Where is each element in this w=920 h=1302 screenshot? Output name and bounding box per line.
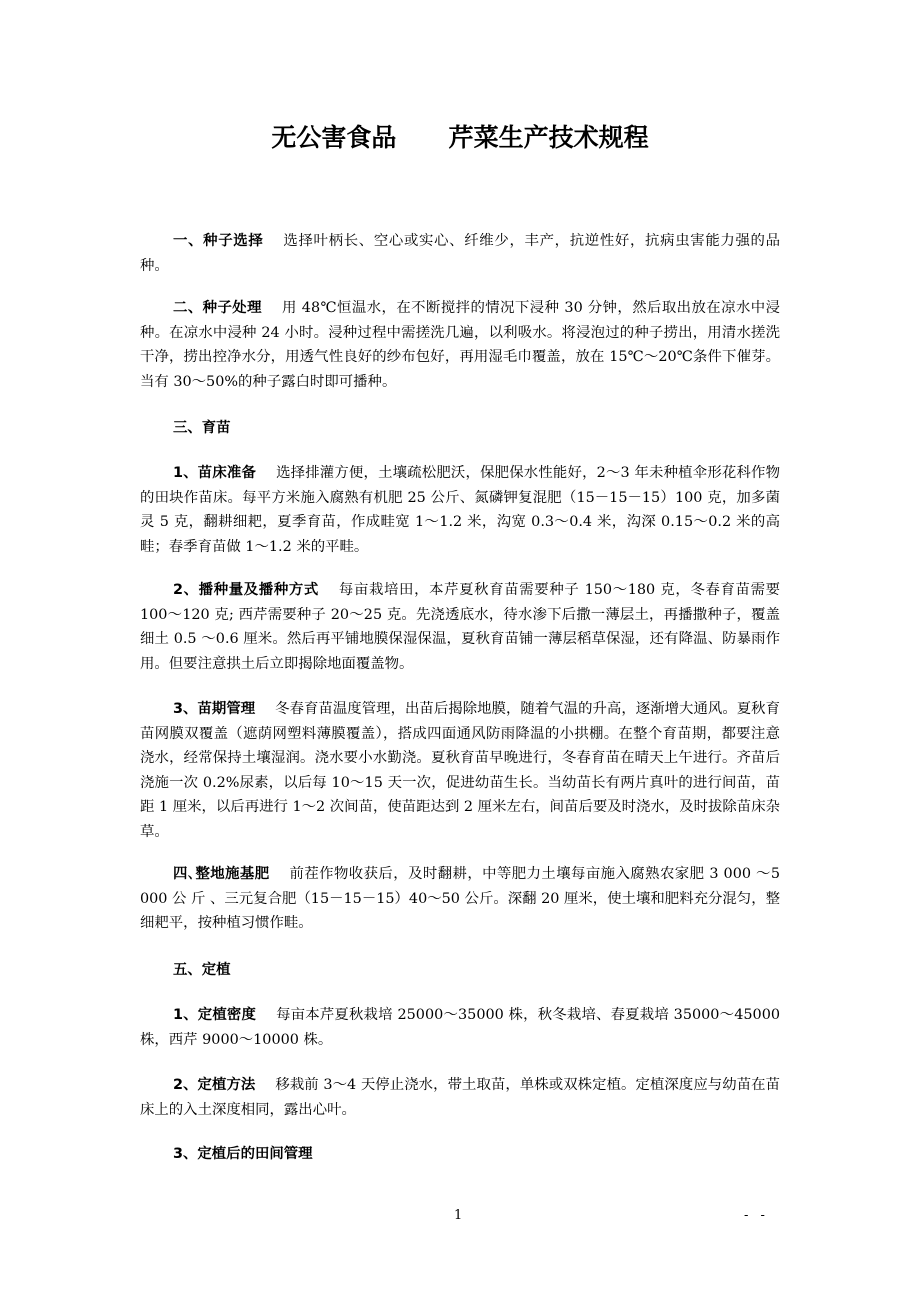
subsection-heading: 1、定植密度 (173, 1007, 257, 1023)
subsection-heading: 2、播种量及播种方式 (173, 582, 319, 598)
section-heading: 一、种子选择 (173, 233, 264, 249)
subsection-heading: 3、苗期管理 (173, 701, 256, 717)
subsection-planting-method (140, 1073, 780, 1122)
page-number: 1 (454, 1208, 463, 1223)
section-land-preparation (140, 862, 780, 936)
footer-mark: - - (744, 1208, 769, 1223)
page-title: 无公害食品 芹菜生产技术规程 (271, 123, 649, 152)
section-body: 选择叶柄长、空心或实心、纤维少，丰产，抗逆性好，抗病虫害能力强的品种。 (140, 233, 780, 274)
subsection-heading: 2、定植方法 (173, 1077, 256, 1093)
subsection-body: 选择排灌方便，土壤疏松肥沃，保肥保水性能好，2～3 年未种植伞形花科作物的田块作苗床。每平方米施入腐熟有机肥 25 公斤、氮磷钾复混肥（15－15－15）100 克，加多菌灵 5 克，翻耕细耙，夏季育苗，作成畦宽 1～1.2 米，沟宽 0.3～0.4 米，沟深 0.15～0.2 米的高畦；春季育苗做 1～1.2 米的平畦。 (140, 465, 781, 555)
subsection-planting-density (140, 1003, 780, 1052)
subsection-body: 每亩本芹夏秋栽培 25000～35000 株，秋冬栽培、春夏栽培 35000～45000 株，西芹 9000～10000 株。 (140, 1007, 780, 1048)
subsection-body: 移栽前 3～4 天停止浇水，带土取苗，单株或双株定植。定植深度应与幼苗在苗床上的入土深度相同，露出心叶。 (140, 1077, 780, 1118)
subsection-sowing-rate (140, 578, 780, 676)
subsection-body: 冬春育苗温度管理，出苗后揭除地膜，随着气温的升高，逐渐增大通风。夏秋育苗网膜双覆盖（遮荫网塑料薄膜覆盖），搭成四面通风防雨降温的小拱棚。在整个育苗期，都要注意浇水，经常保持土壤湿润。浇水要小水勤浇。夏秋育苗早晚进行，冬春育苗在晴天上午进行。齐苗后浇施一次 0.2%尿素，以后每 10～15 天一次，促进幼苗生长。当幼苗长有两片真叶的进行间苗，苗距 1 厘米，以后再进行 1～2 次间苗，使苗距达到 2 厘米左右，间苗后要及时浇水，及时拔除苗床杂草。 (140, 701, 780, 840)
section-heading: 二、种子处理 (173, 300, 262, 316)
subsection-heading: 1、苗床准备 (173, 465, 257, 481)
section-seed-treatment (140, 296, 780, 394)
subsection-seedling-management (140, 697, 780, 845)
section-body: 用 48℃恒温水，在不断搅拌的情况下浸种 30 分钟，然后取出放在凉水中浸种。在凉水中浸种 24 小时。浸种过程中需搓洗几遍，以利吸水。将浸泡过的种子捞出，用清水搓洗干净，捞出控净水分，用透气性良好的纱布包好，再用湿毛巾覆盖，放在 15℃～20℃条件下催芽。当有 30～50%的种子露白时即可播种。 (140, 300, 780, 390)
subsection-body: 每亩栽培田，本芹夏秋育苗需要种子 150～180 克，冬春育苗需要 100～120 克; 西芹需要种子 20～25 克。先浇透底水，待水渗下后撒一薄层土，再播撒种子，覆盖细土 0.5 ～0.6 厘米。然后再平铺地膜保湿保温，夏秋育苗铺一薄层稻草保湿，还有降温、防暴雨作用。但要注意拱土后立即揭除地面覆盖物。 (140, 582, 781, 672)
subsection-seedbed-preparation (140, 461, 780, 559)
section-heading: 四､整地施基肥 (173, 866, 270, 882)
subsection-heading-field-management: 3、定植后的田间管理 (173, 1146, 313, 1162)
section-body: 前茬作物收获后，及时翻耕，中等肥力土壤每亩施入腐熟农家肥 3 000 ～5 000 公 斤 、三元复合肥（15－15－15）40～50 公斤。深翻 20 厘米，使土壤和肥料充分混匀，整细耙平，按种植习惯作畦。 (140, 866, 780, 932)
section-heading-seedling: 三、育苗 (173, 420, 231, 436)
section-heading-planting: 五、定植 (173, 962, 231, 978)
section-seed-selection (140, 229, 780, 278)
